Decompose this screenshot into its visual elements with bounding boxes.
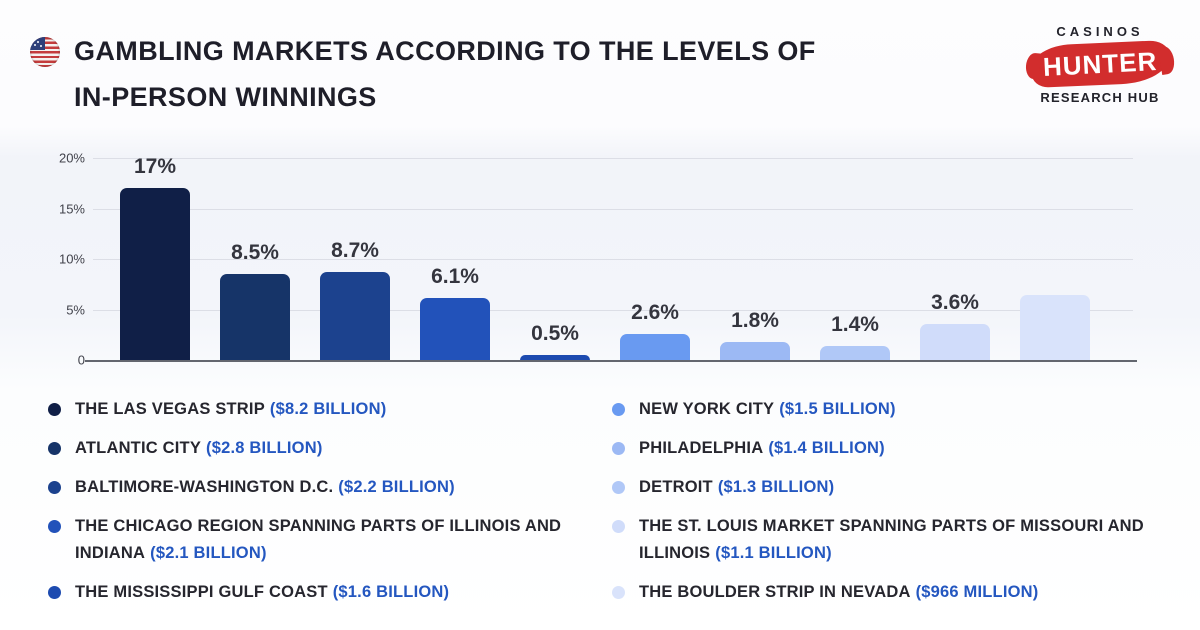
legend-label [75, 579, 449, 606]
legend-market-name: PHILADELPHIA [639, 439, 764, 457]
legend-market-name: ATLANTIC CITY [75, 439, 202, 457]
legend-item [612, 474, 1177, 501]
legend-item [612, 513, 1177, 567]
bar-value-label: 1.8% [731, 308, 779, 332]
legend-market-name: THE MISSISSIPPI GULF COAST [75, 583, 328, 601]
bar-10 [1020, 295, 1090, 360]
legend-market-name: THE CHICAGO REGION SPANNING PARTS OF ILLINOIS AND INDIANA [75, 517, 562, 562]
gridline [93, 158, 1133, 159]
legend-dot-icon [48, 442, 61, 455]
legend-label [75, 435, 323, 462]
legend-amount: ($1.4 BILLION) [768, 439, 885, 457]
legend-market-name: THE LAS VEGAS STRIP [75, 400, 265, 418]
legend-dot-icon [612, 586, 625, 599]
y-axis-tick-label: 0 [77, 352, 85, 368]
page-title-line2: IN-PERSON WINNINGS [74, 82, 377, 112]
legend-item [612, 435, 1177, 462]
legend-item [48, 474, 598, 501]
bar-7 [720, 342, 790, 360]
bar-value-label: 8.7% [331, 239, 379, 263]
page-title [74, 28, 874, 120]
logo-brush-stroke-icon [1030, 40, 1170, 88]
legend-amount: ($1.3 BILLION) [717, 478, 835, 496]
x-axis-baseline [85, 360, 1137, 362]
legend-dot-icon [48, 520, 61, 533]
legend-amount: ($966 MILLION) [915, 583, 1039, 601]
bar-value-label: 17% [133, 155, 177, 179]
legend-amount: ($2.1 BILLION) [150, 544, 267, 562]
legend-label [75, 474, 455, 501]
header [30, 28, 874, 120]
legend-item [612, 579, 1177, 606]
legend-amount: ($1.5 BILLION) [779, 400, 896, 418]
bar-1 [120, 188, 190, 360]
legend-market-name: BALTIMORE-WASHINGTON D.C. [75, 478, 334, 496]
bar-value-label: 0.5% [531, 321, 579, 345]
bar-8 [820, 346, 890, 360]
bar-9 [920, 324, 990, 360]
legend-dot-icon [48, 586, 61, 599]
legend-label [75, 513, 598, 567]
logo-hunter-text: HUNTER [1042, 45, 1158, 82]
legend-amount: ($1.6 BILLION) [332, 583, 450, 601]
legend-label [639, 396, 896, 423]
us-flag-icon [30, 37, 60, 67]
legend-dot-icon [48, 481, 61, 494]
legend-amount: ($8.2 BILLION) [269, 400, 387, 418]
bar-6 [620, 334, 690, 360]
legend-item [612, 396, 1177, 423]
legend-market-name: NEW YORK CITY [639, 400, 775, 418]
legend-dot-icon [48, 403, 61, 416]
bar-chart [55, 146, 1145, 372]
legend-label [75, 396, 386, 423]
bar-2 [220, 274, 290, 360]
y-axis-tick-label: 20% [58, 150, 85, 166]
legend-dot-icon [612, 520, 625, 533]
legend-column-left [48, 396, 598, 618]
y-axis-tick-label: 5% [66, 302, 85, 317]
bar-5 [520, 355, 590, 360]
y-axis-tick-label: 10% [58, 251, 85, 267]
legend-dot-icon [612, 481, 625, 494]
legend-item [48, 579, 598, 606]
bar-value-label: 2.6% [631, 300, 679, 324]
legend-market-name: THE BOULDER STRIP IN NEVADA [639, 583, 911, 601]
legend-amount: ($1.1 BILLION) [715, 544, 832, 562]
bar-value-label: 3.6% [931, 290, 979, 314]
bar-value-label: 6.1% [431, 265, 479, 289]
bar-3 [320, 272, 390, 360]
gridline [93, 209, 1133, 210]
casinos-hunter-logo [1028, 24, 1172, 105]
legend-item [48, 396, 598, 423]
legend-dot-icon [612, 442, 625, 455]
bar-4 [420, 298, 490, 360]
legend-label [639, 513, 1177, 567]
page-title-line1: GAMBLING MARKETS ACCORDING TO THE LEVELS OF [74, 36, 816, 66]
y-axis-tick-label: 15% [58, 201, 85, 216]
legend-column-right [612, 396, 1177, 618]
logo-casinos-text: CASINOS [1056, 24, 1144, 39]
logo-research-hub-text: RESEARCH HUB [1040, 90, 1160, 105]
bar-value-label: 1.4% [831, 312, 879, 336]
legend-label [639, 474, 834, 501]
legend-label [639, 579, 1038, 606]
legend-item [48, 513, 598, 567]
bar-value-label: 8.5% [231, 241, 279, 265]
legend-label [639, 435, 885, 462]
legend-market-name: DETROIT [639, 478, 713, 496]
legend-item [48, 435, 598, 462]
legend-dot-icon [612, 403, 625, 416]
legend-market-name: THE ST. LOUIS MARKET SPANNING PARTS OF MISSOURI AND ILLINOIS [639, 517, 1144, 562]
legend-amount: ($2.2 BILLION) [338, 478, 455, 496]
legend-amount: ($2.8 BILLION) [206, 439, 323, 457]
